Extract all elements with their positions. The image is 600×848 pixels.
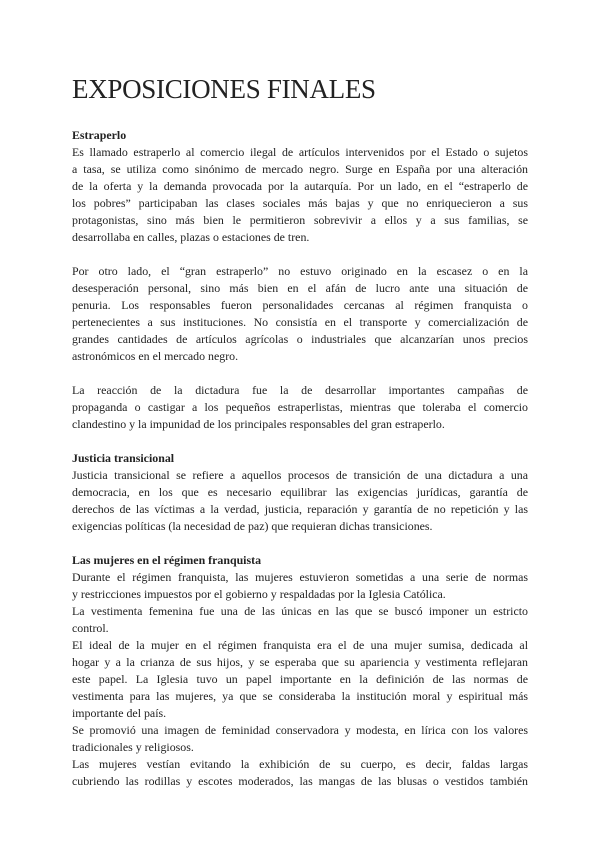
text-line: importante del país.	[72, 706, 167, 720]
document-body	[72, 127, 528, 790]
text-line: grandes cantidades de artículos agrícolas o industriales que alcanzarían unos precios	[72, 332, 528, 346]
text-line: exigencias políticas (la necesidad de paz) que requieran dichas transiciones.	[72, 519, 433, 533]
text-line: El ideal de la mujer en el régimen franquista era el de una mujer sumisa, dedicada al	[72, 638, 528, 652]
paragraph-gap	[72, 365, 528, 382]
text-line: cubriendo las rodillas y escotes moderados, las mangas de las blusas o vestidos también	[72, 774, 528, 788]
text-line: Por otro lado, el “gran estraperlo” no estuvo originado en la escasez o en la	[72, 264, 528, 278]
paragraph-gap	[72, 246, 528, 263]
text-line: propaganda o castigar a los pequeños estraperlistas, mientras que toleraba el comercio	[72, 400, 528, 414]
text-line: pertenecientes a sus instituciones. No consistía en el transporte y comercialización de	[72, 315, 528, 329]
text-line: los pobres” participaban las clases sociales más bajas y que no enriquecieron a sus	[72, 196, 528, 210]
text-line: protagonistas, sino más bien le permitieron sobrevivir a ellos y a sus familias, se	[72, 213, 528, 227]
text-line: La reacción de la dictadura fue la de desarrollar importantes campañas de	[72, 383, 528, 397]
paragraph	[72, 467, 528, 535]
text-line: Se promovió una imagen de feminidad conservadora y modesta, en lírica con los valores	[72, 723, 528, 737]
text-line: clandestino y la impunidad de los principales responsables del gran estraperlo.	[72, 417, 445, 431]
text-line: y restricciones impuestos por el gobierno y respaldadas por la Iglesia Católica.	[72, 587, 446, 601]
text-line: La vestimenta femenina fue una de las únicas en las que se buscó imponer un estricto	[72, 604, 528, 618]
text-line: este papel. La Iglesia tuvo un papel importante en la definición de las normas de	[72, 672, 528, 686]
text-line: vestimenta para las mujeres, ya que se consideraba la institución moral y espiritual más	[72, 689, 528, 703]
paragraph-gap	[72, 433, 528, 450]
text-line: astronómicos en el mercado negro.	[72, 349, 239, 363]
text-line: derechos de las víctimas a la verdad, justicia, reparación y garantía de no repetición y las	[72, 502, 528, 516]
text-line: Justicia transicional se refiere a aquellos procesos de transición de una dictadura a una	[72, 468, 528, 482]
text-line: Durante el régimen franquista, las mujeres estuvieron sometidas a una serie de normas	[72, 570, 528, 584]
paragraph	[72, 569, 528, 790]
text-line: Las mujeres vestían evitando la exhibición de su cuerpo, es decir, faldas largas	[72, 757, 528, 771]
text-line: penuria. Los responsables fueron personalidades cercanas al régimen franquista o	[72, 298, 528, 312]
text-line: tradicionales y religiosos.	[72, 740, 194, 754]
paragraph	[72, 144, 528, 246]
text-line: Es llamado estraperlo al comercio ilegal de artículos intervenidos por el Estado o sujetos	[72, 145, 528, 159]
text-line: democracia, en los que es necesario equilibrar las exigencias jurídicas, garantía de	[72, 485, 528, 499]
text-line: desarrollaba en calles, plazas o estaciones de tren.	[72, 230, 310, 244]
text-line: hogar y a la crianza de sus hijos, y se esperaba que su apariencia y vestimenta reflejaran	[72, 655, 528, 669]
page-title: EXPOSICIONES FINALES	[72, 74, 376, 104]
section-heading-estraperlo: Estraperlo	[72, 128, 127, 142]
paragraph-gap	[72, 535, 528, 552]
section-heading-justicia-transicional: Justicia transicional	[72, 451, 175, 465]
text-line: a tasa, se utiliza como sinónimo de mercado negro. Surge en España por una alteración	[72, 162, 528, 176]
section-heading-mujeres-regimen: Las mujeres en el régimen franquista	[72, 553, 262, 567]
text-line: desesperación personal, sino más bien en el afán de lucro ante una situación de	[72, 281, 528, 295]
paragraph	[72, 263, 528, 365]
text-line: control.	[72, 621, 109, 635]
text-line: de la oferta y la demanda provocada por la autarquía. Por un lado, en el “estraperlo de	[72, 179, 528, 193]
paragraph	[72, 382, 528, 433]
